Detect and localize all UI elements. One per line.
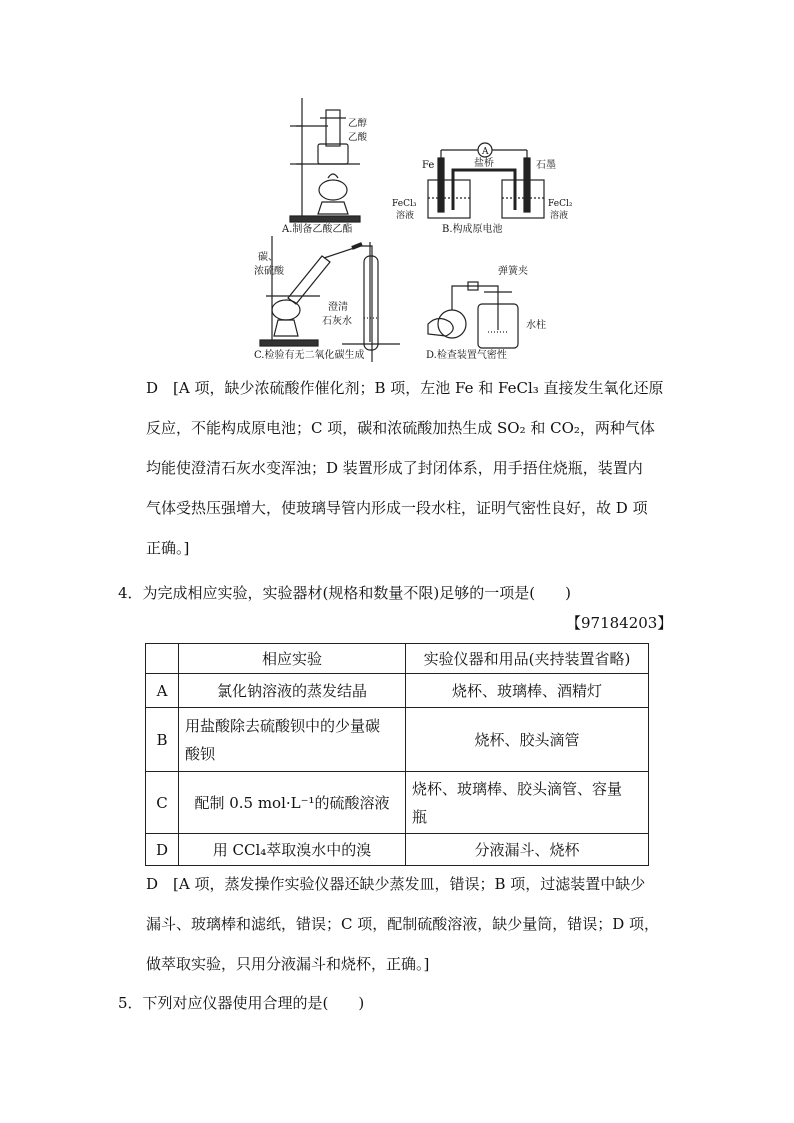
row-equipment-line: 烧杯、玻璃棒、胶头滴管、容量 [412, 779, 623, 798]
question-4-code: 【97184203】 [566, 614, 673, 632]
row-equipment-line: 瓶 [412, 807, 428, 826]
figure-d-caption: D.检查装置气密性 [426, 350, 507, 361]
fecl2-label: FeCl₂ [548, 199, 573, 209]
row-key: B [146, 708, 179, 772]
figure-c-drawing [260, 236, 400, 362]
table-row [146, 708, 649, 772]
salt-bridge-label: 盐桥 [474, 158, 494, 169]
question-4-table [145, 643, 649, 866]
table-row [146, 834, 649, 866]
water-column-label: 水柱 [526, 320, 546, 331]
ammeter-label: A [482, 147, 489, 157]
figure-b-caption: B.构成原电池 [442, 224, 503, 235]
row-experiment [179, 708, 406, 772]
limewater-label-1: 澄清 [328, 302, 348, 313]
answer-4-line: D [A 项，蒸发操作实验仪器还缺少蒸发皿，错误；B 项，过滤装置中缺少 [146, 875, 646, 893]
question-4-stem: 4．为完成相应实验，实验器材(规格和数量不限)足够的一项是( ) [118, 584, 571, 602]
figure-d-drawing [428, 282, 518, 348]
fecl3-label: FeCl₃ [392, 199, 417, 209]
answer-3-line: 均能使澄清石灰水变浑浊；D 装置形成了封闭体系，用手捂住烧瓶，装置内 [146, 459, 643, 477]
apparatus-figure [250, 92, 573, 364]
row-key: C [146, 772, 179, 834]
row-equipment [406, 772, 649, 834]
fecl2-solution-label: 溶液 [550, 211, 569, 221]
clip-label: 弹簧夹 [498, 266, 528, 277]
figure-c-caption: C.检验有无二氧化碳生成 [254, 350, 365, 361]
figure-a-drawing [290, 98, 360, 222]
answer-4 [146, 864, 686, 984]
answer-4-line: 漏斗、玻璃棒和滤纸，错误；C 项，配制硫酸溶液，缺少量筒，错误；D 项， [146, 915, 660, 933]
row-experiment-line: 用盐酸除去硫酸钡中的少量碳 [185, 716, 381, 735]
question-5-stem: 5．下列对应仪器使用合理的是( ) [118, 994, 365, 1012]
table-header-row [146, 644, 649, 674]
row-experiment: 配制 0.5 mol·L⁻¹的硫酸溶液 [179, 772, 406, 834]
table-header-cell [146, 644, 179, 674]
answer-3-line: 反应，不能构成原电池；C 项，碳和浓硫酸加热生成 SO₂ 和 CO₂，两种气体 [146, 419, 655, 437]
figure-a-caption: A.制备乙酸乙酯 [282, 224, 353, 235]
table-header-cell: 实验仪器和用品(夹持装置省略) [406, 644, 649, 674]
row-experiment: 氯化钠溶液的蒸发结晶 [179, 674, 406, 708]
row-experiment: 用 CCl₄萃取溴水中的溴 [179, 834, 406, 866]
row-key: D [146, 834, 179, 866]
carbon-label: 碳、 [258, 252, 278, 263]
answer-3 [146, 368, 686, 568]
answer-3-line: 正确。] [146, 539, 190, 557]
table-row [146, 772, 649, 834]
table-row [146, 674, 649, 708]
row-equipment: 分液漏斗、烧杯 [406, 834, 649, 866]
row-key: A [146, 674, 179, 708]
answer-4-line: 做萃取实验，只用分液漏斗和烧杯，正确。] [146, 955, 430, 973]
limewater-label-2: 石灰水 [322, 316, 352, 327]
row-experiment-line: 酸钡 [185, 744, 216, 763]
answer-3-line: D [A 项，缺少浓硫酸作催化剂；B 项，左池 Fe 和 FeCl₃ 直接发生氧化还原 [146, 379, 664, 397]
sulfuric-label: 浓硫酸 [254, 266, 284, 277]
figure-a-label-2: 乙酸 [348, 132, 368, 143]
fe-label: Fe [422, 160, 435, 171]
table-header-cell: 相应实验 [179, 644, 406, 674]
graphite-label: 石墨 [536, 160, 556, 171]
answer-3-line: 气体受热压强增大，使玻璃导管内形成一段水柱，证明气密性良好，故 D 项 [146, 499, 648, 517]
figure-a-label-1: 乙醇 [348, 118, 368, 129]
row-equipment: 烧杯、玻璃棒、酒精灯 [406, 674, 649, 708]
row-equipment: 烧杯、胶头滴管 [406, 708, 649, 772]
fecl3-solution-label: 溶液 [396, 211, 415, 221]
